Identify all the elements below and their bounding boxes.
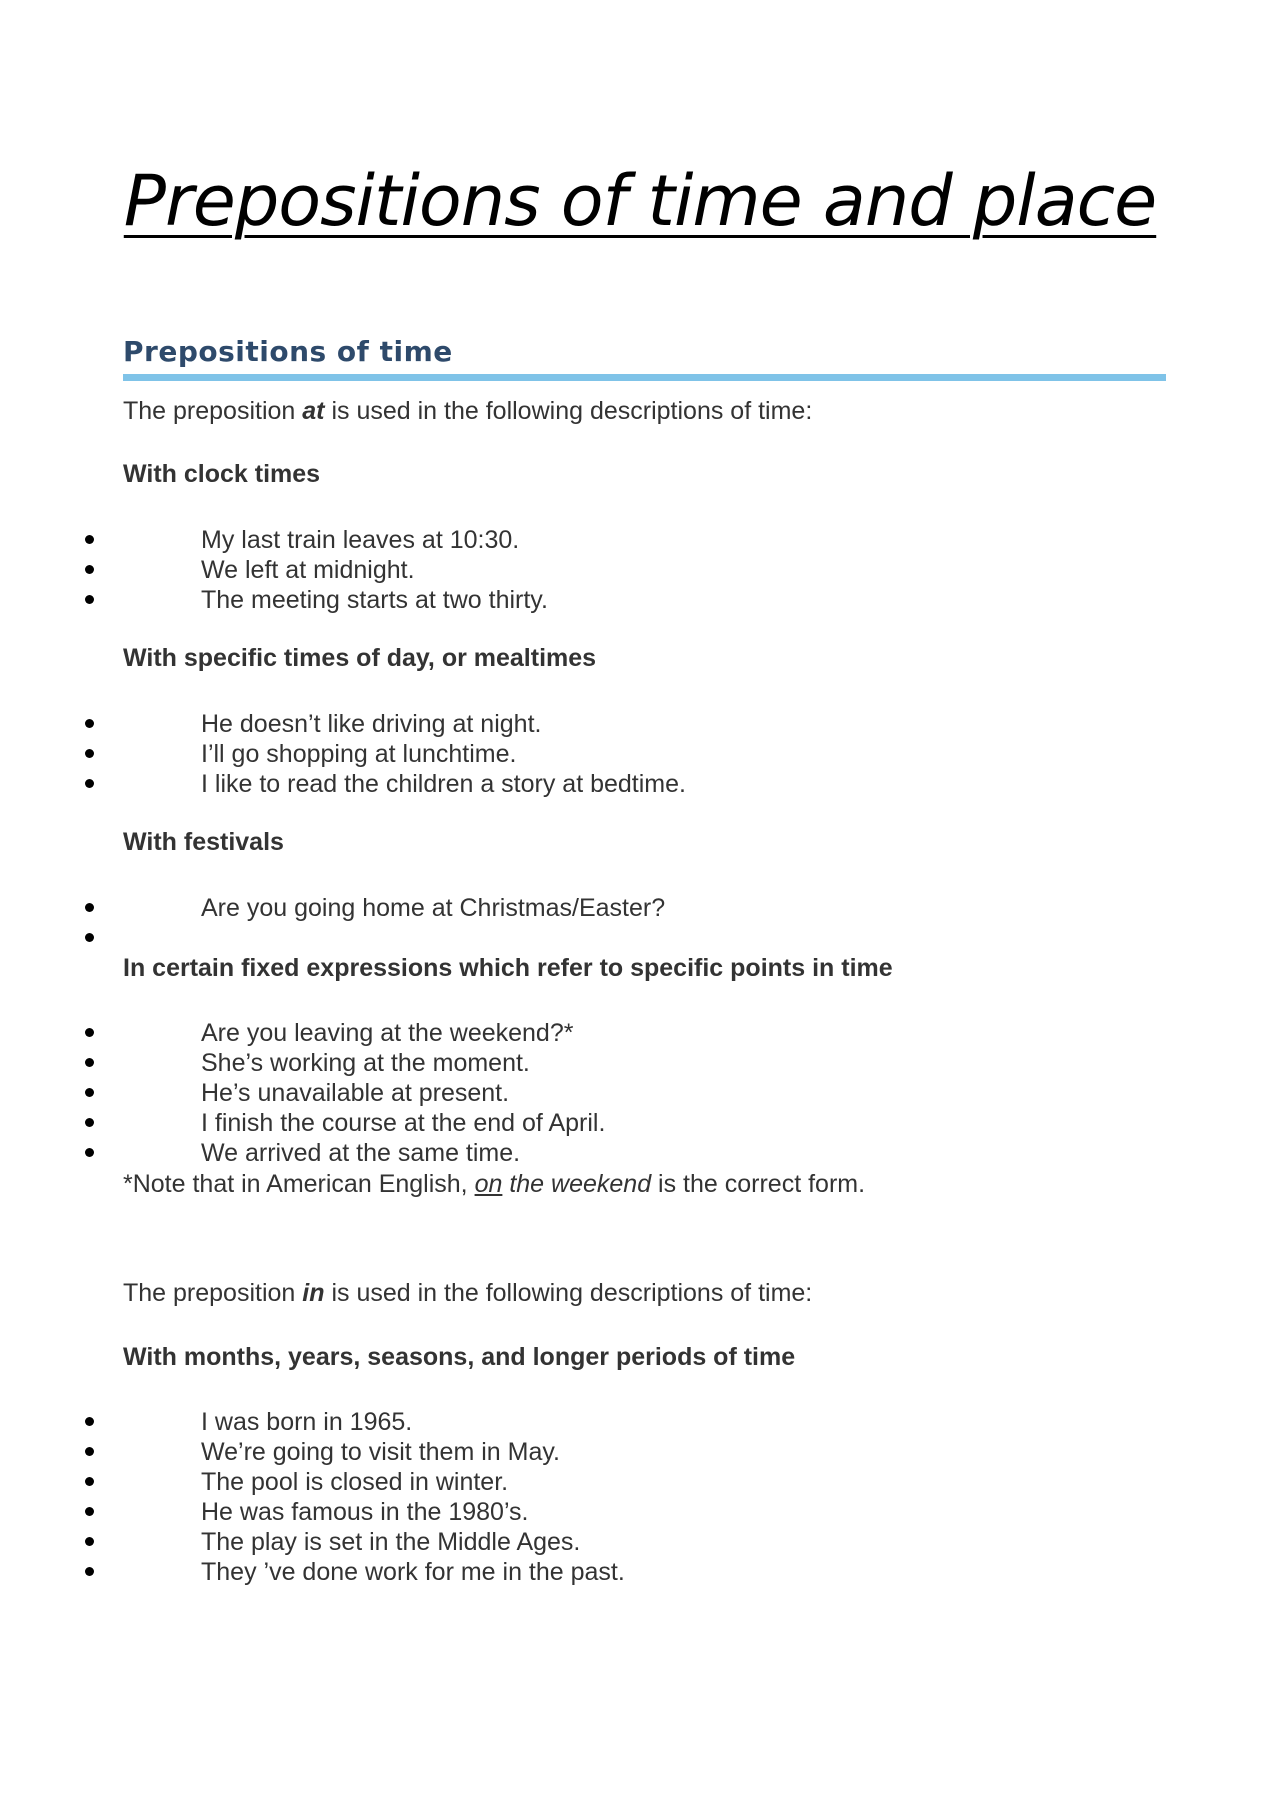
list-item: The meeting starts at two thirty.: [0, 585, 1280, 615]
bullet-icon: [85, 1148, 94, 1157]
section-heading: Prepositions of time: [123, 335, 453, 368]
note-on: on: [474, 1170, 503, 1198]
bullet-icon: [85, 1417, 94, 1426]
bullet-icon: [85, 565, 94, 574]
list-item: I finish the course at the end of April.: [0, 1108, 1280, 1138]
intro-at-word: at: [302, 397, 325, 425]
list-times-of-day: [0, 709, 1280, 799]
list-item: The pool is closed in winter.: [0, 1467, 1280, 1497]
bullet-icon: [85, 1028, 94, 1037]
list-festivals: [0, 893, 1280, 953]
list-item: I like to read the children a story at bedtime.: [0, 769, 1280, 799]
note-phrase: the weekend: [502, 1170, 652, 1198]
bullet-icon: [85, 749, 94, 758]
list-item: The play is set in the Middle Ages.: [0, 1527, 1280, 1557]
list-item: She’s working at the moment.: [0, 1048, 1280, 1078]
intro-in-before: The preposition: [123, 1279, 303, 1307]
list-item: We left at midnight.: [0, 555, 1280, 585]
bullet-icon: [85, 1477, 94, 1486]
list-item: I’ll go shopping at lunchtime.: [0, 739, 1280, 769]
list-fixed-expressions: [0, 1018, 1280, 1168]
bullet-icon: [85, 903, 94, 912]
list-item: Are you leaving at the weekend?*: [0, 1018, 1280, 1048]
bullet-icon: [85, 1567, 94, 1576]
intro-in-word: in: [302, 1279, 325, 1307]
list-item: They ’ve done work for me in the past.: [0, 1557, 1280, 1587]
list-longer-periods: [0, 1407, 1280, 1587]
bullet-icon: [85, 779, 94, 788]
list-item: My last train leaves at 10:30.: [0, 525, 1280, 555]
intro-at-before: The preposition: [123, 397, 303, 425]
intro-in-after: is used in the following descriptions of time:: [324, 1279, 813, 1307]
list-clock-times: [0, 525, 1280, 615]
list-item: I was born in 1965.: [0, 1407, 1280, 1437]
document-title: Prepositions of time and place: [123, 160, 1157, 242]
list-item: We arrived at the same time.: [0, 1138, 1280, 1168]
subheading-festivals: With festivals: [123, 828, 284, 856]
note-after: is the correct form.: [651, 1170, 866, 1198]
intro-at-after: is used in the following descriptions of time:: [324, 397, 813, 425]
subheading-fixed-expressions: In certain fixed expressions which refer to specific points in time: [123, 954, 893, 982]
note-before: *Note that in American English,: [123, 1170, 475, 1198]
intro-at-paragraph: [123, 396, 812, 426]
subheading-clock-times: With clock times: [123, 460, 321, 488]
list-item: He doesn’t like driving at night.: [0, 709, 1280, 739]
list-item: He’s unavailable at present.: [0, 1078, 1280, 1108]
heading-rule: [123, 374, 1166, 381]
list-item: We’re going to visit them in May.: [0, 1437, 1280, 1467]
american-english-note: [123, 1169, 865, 1199]
subheading-times-of-day: With specific times of day, or mealtimes: [123, 644, 597, 672]
bullet-icon: [85, 1537, 94, 1546]
bullet-icon: [85, 595, 94, 604]
subheading-longer-periods: With months, years, seasons, and longer periods of time: [123, 1343, 796, 1371]
bullet-icon: [85, 719, 94, 728]
bullet-icon: [85, 1507, 94, 1516]
bullet-icon: [85, 933, 94, 942]
bullet-icon: [85, 1118, 94, 1127]
bullet-icon: [85, 1058, 94, 1067]
bullet-icon: [85, 1088, 94, 1097]
intro-in-paragraph: [123, 1278, 812, 1308]
bullet-icon: [85, 1447, 94, 1456]
bullet-icon: [85, 535, 94, 544]
list-item: He was famous in the 1980’s.: [0, 1497, 1280, 1527]
list-item: [0, 923, 1280, 953]
list-item: Are you going home at Christmas/Easter?: [0, 893, 1280, 923]
